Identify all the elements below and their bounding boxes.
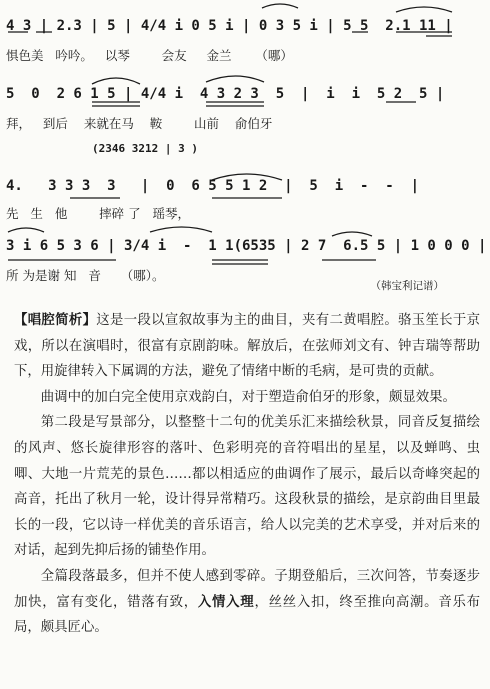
beam-line (92, 102, 140, 106)
notation-line: 3 i 6 5 3 6 | 3/4 i - 1 1(6535 | 2 7 6.5 5 | 1 0 0 0 | (6, 238, 487, 254)
notation-line: 5 0 2 6 1 5 | 4/4 i 4 3 2 3 5 | i i 5 2 5 | (6, 86, 445, 102)
slur (150, 227, 212, 232)
lyric-line: 所 为是谢 知 音 （哪）。 (6, 268, 165, 283)
lyric-line: 先 生 他 摔碎 了 瑶琴， (6, 206, 191, 221)
lyric-line: 拜， 到后 来就在马 鞍 山前 俞伯牙 (6, 116, 273, 131)
instrumental-interlude: (2346 3212 | 3 ) (92, 142, 198, 155)
music-score (6, 2, 487, 300)
emphasis-text: 入情入理 (197, 593, 255, 610)
slur (8, 228, 44, 232)
transcriber-credit: （韩宝利记谱） (370, 280, 444, 292)
beam-line (212, 260, 268, 264)
paragraph-2: 曲调中的加白完全使用京戏韵白，对于塑造俞伯牙的形象，颇显效果。 (40, 389, 456, 405)
paragraph-body: 这是一段以宣叙故事为主的曲目，夹有二黄唱腔。骆玉笙长于京戏，所以在演唱时，很富有京剧韵味。解放后，在弦师刘文有、钟吉瑞等帮助下，用旋律转入下属调的方法，避免了情绪中断的毛病，是可贵的贡献。 (14, 313, 481, 380)
notation-line: 4. 3 3 3 3 | 0 6 5 5 1 2 | 5 i - - | (6, 178, 420, 194)
beam-line (206, 102, 264, 106)
notation-line: 4 3 | 2.3 | 5 | 4/4 i 0 5 i | 0 3 5 i | 5 5 2.1 11 | (6, 18, 453, 34)
slur (332, 232, 372, 236)
slur (206, 76, 264, 82)
paragraph-4 (14, 564, 480, 641)
slur (262, 4, 298, 8)
paragraph-body: 全篇段落最多，但并不使人感到零碎。子期登船后，三次问答，节奏逐步加快，富有变化，错落有致， (14, 568, 480, 610)
paragraph-1 (14, 308, 480, 385)
lyric-line: 惧色美 吟吟。 以琴 会友 金兰 （哪） (6, 48, 293, 63)
analysis-text (14, 308, 480, 641)
paragraph-3: 第二段是写景部分，以整整十二句的优美乐汇来描绘秋景，同音反复描绘的风声、悠长旋律形容的落叶、色彩明亮的音符唱出的星星，以及蝉鸣、虫唧、大地一片荒芜的景色……都以相适应的曲调作了展示，最后以奇峰突起的高音，托出了秋月一轮，设计得异常精巧。这段秋景的描绘，是京韵曲目里最长的一段，它以诗一样优美的音乐语言，给人以完美的艺术享受，并对后来的对话，起到先抑后扬的铺垫作用。 (14, 415, 480, 559)
slur (92, 78, 140, 84)
slur (396, 7, 452, 12)
section-tag: 【唱腔简析】 (14, 313, 97, 328)
paragraph-body: ，丝丝入扣，终至推向高潮。音乐布局，颇具匠心。 (14, 594, 481, 636)
